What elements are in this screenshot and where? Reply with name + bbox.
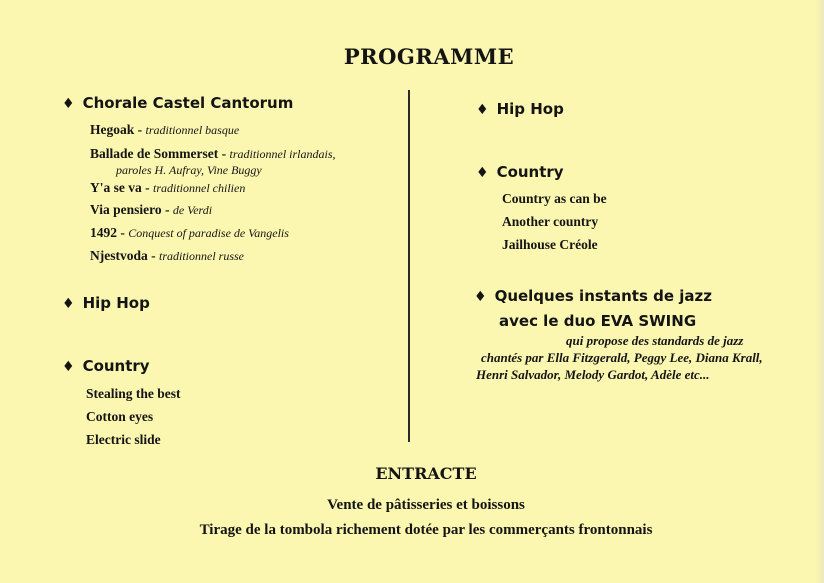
song-origin: Conquest of paradise de Vangelis — [128, 226, 289, 240]
diamond-bullet-icon: ♦ — [62, 96, 75, 112]
song-title: Hegoak - — [90, 122, 143, 137]
section-heading-hiphop-right — [476, 100, 564, 118]
jazz-heading-label: Quelques instants de jazz — [494, 287, 712, 305]
choir-song — [90, 248, 244, 264]
song-origin: traditionnel basque — [145, 123, 240, 137]
song-title: Via pensiero - — [90, 202, 170, 217]
diamond-bullet-icon: ♦ — [476, 165, 489, 181]
country-song: Electric slide — [86, 432, 161, 447]
entracte-title: ENTRACTE — [375, 464, 477, 483]
song-origin: traditionnel irlandais, — [229, 147, 336, 161]
country-heading-label: Country — [496, 163, 564, 181]
country-song: Jailhouse Créole — [502, 237, 598, 252]
section-heading-hiphop-left — [62, 294, 150, 312]
hiphop-heading-label: Hip Hop — [82, 294, 150, 312]
section-heading-country-left — [62, 357, 150, 375]
entracte-line: Tirage de la tombola richement dotée par les commerçants frontonnais — [199, 522, 653, 538]
song-credits: paroles H. Aufray, Vine Buggy — [116, 163, 262, 177]
song-title: Y'a se va - — [90, 180, 150, 195]
song-origin: traditionnel chilien — [153, 181, 246, 195]
country-song: Cotton eyes — [86, 409, 154, 424]
jazz-subheading: avec le duo EVA SWING — [499, 312, 697, 330]
jazz-description-line: qui propose des standards de jazz — [566, 333, 744, 348]
section-heading-country-right — [476, 163, 564, 181]
diamond-bullet-icon: ♦ — [474, 289, 487, 305]
diamond-bullet-icon: ♦ — [62, 359, 75, 375]
choir-heading-label: Chorale Castel Cantorum — [82, 94, 294, 112]
song-title: 1492 - — [90, 225, 125, 240]
choir-song — [90, 146, 336, 162]
song-title: Njestvoda - — [90, 248, 156, 263]
country-song: Country as can be — [502, 191, 607, 206]
entracte-line: Vente de pâtisseries et boissons — [327, 497, 525, 513]
section-heading-jazz — [474, 287, 712, 305]
song-origin: traditionnel russe — [159, 249, 245, 263]
country-song: Stealing the best — [86, 386, 181, 401]
jazz-description-line: chantés par Ella Fitzgerald, Peggy Lee, Diana Krall, — [481, 350, 763, 365]
diamond-bullet-icon: ♦ — [476, 102, 489, 118]
choir-song — [90, 122, 239, 138]
choir-song — [90, 202, 212, 218]
section-heading-choir — [62, 94, 293, 112]
page-title: PROGRAMME — [343, 44, 515, 69]
song-title: Ballade de Sommerset - — [90, 146, 227, 161]
column-divider — [408, 90, 410, 442]
diamond-bullet-icon: ♦ — [62, 296, 75, 312]
country-heading-label: Country — [82, 357, 150, 375]
song-origin: de Verdi — [172, 203, 213, 217]
choir-song — [90, 225, 289, 241]
jazz-description-line: Henri Salvador, Melody Gardot, Adèle etc... — [476, 367, 710, 382]
choir-song — [90, 180, 245, 196]
hiphop-heading-label: Hip Hop — [496, 100, 564, 118]
paper-edge — [816, 0, 824, 583]
country-song: Another country — [502, 214, 599, 229]
